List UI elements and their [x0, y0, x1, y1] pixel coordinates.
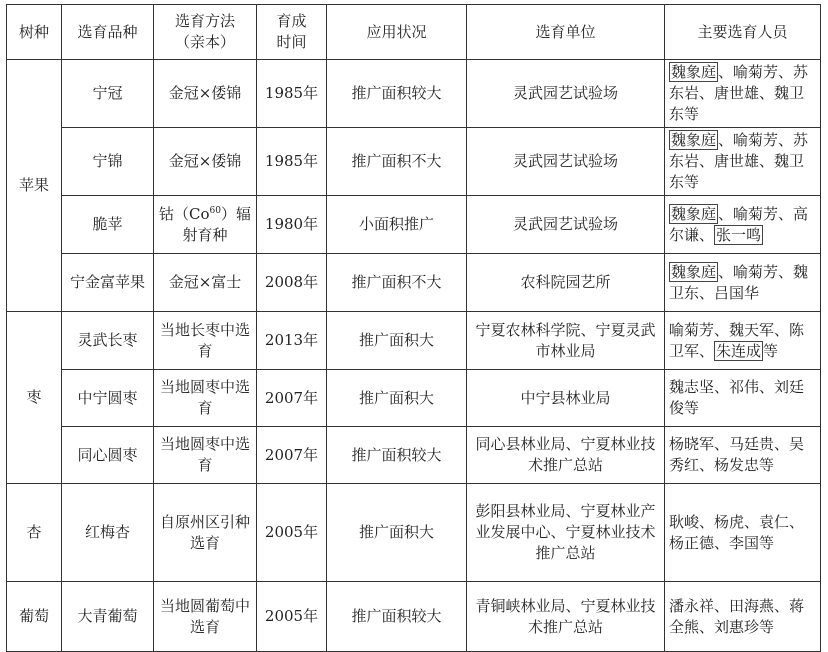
table-row [7, 484, 821, 582]
people-text: 耿峻、杨虎、袁仁、杨正德、李国等 [669, 512, 805, 552]
header-variety: 选育品种 [62, 5, 154, 60]
method-cell: 当地圆枣中选育 [154, 370, 257, 427]
people-text: 等 [763, 341, 779, 360]
breeding-varieties-table [6, 4, 821, 652]
header-unit: 选育单位 [467, 5, 665, 60]
method-cell: 金冠×富士 [154, 254, 257, 312]
header-people: 主要选育人员 [665, 5, 821, 60]
method-cell: 当地圆葡萄中选育 [154, 582, 257, 652]
variety-cell: 脆苹 [62, 196, 154, 254]
status-cell: 推广面积不大 [327, 128, 467, 196]
method-cell: 金冠×倭锦 [154, 60, 257, 128]
table-row [7, 254, 821, 312]
header-time: 育成时间 [257, 5, 327, 60]
header-row [7, 5, 821, 60]
unit-cell: 宁夏农林科学院、宁夏灵武市林业局 [467, 312, 665, 370]
method-cell: 钴（Co$^{60}$）辐射育种 [154, 196, 257, 254]
header-species: 树种 [7, 5, 62, 60]
boxed-name: 魏象庭 [671, 262, 717, 281]
time-cell: 2005年 [257, 484, 327, 582]
people-cell [665, 312, 821, 370]
people-text: 魏志坚、祁伟、刘廷俊等 [669, 378, 805, 417]
method-cell: 当地圆枣中选育 [154, 427, 257, 484]
variety-cell: 宁冠 [62, 60, 154, 128]
table-body [7, 60, 821, 652]
people-cell [665, 254, 821, 312]
people-text: 潘永祥、田海燕、蒋全熊、刘惠珍等 [669, 596, 805, 636]
method-cell: 当地长枣中选育 [154, 312, 257, 370]
time-cell: 2013年 [257, 312, 327, 370]
people-cell [665, 484, 821, 582]
variety-cell: 宁锦 [62, 128, 154, 196]
variety-cell: 宁金富苹果 [62, 254, 154, 312]
people-text: 杨晓军、马廷贵、吴秀红、杨发忠等 [669, 435, 805, 474]
time-cell: 2008年 [257, 254, 327, 312]
table-row [7, 312, 821, 370]
unit-cell: 彭阳县林业局、宁夏林业产业发展中心、宁夏林业技术推广总站 [467, 484, 665, 582]
status-cell: 推广面积大 [327, 484, 467, 582]
variety-cell: 红梅杏 [62, 484, 154, 582]
time-cell: 2005年 [257, 582, 327, 652]
table-row [7, 370, 821, 427]
table-row [7, 427, 821, 484]
unit-cell: 青铜峡林业局、宁夏林业技术推广总站 [467, 582, 665, 652]
table-row [7, 60, 821, 128]
status-cell: 推广面积大 [327, 312, 467, 370]
boxed-name: 魏象庭 [671, 63, 717, 81]
status-cell: 小面积推广 [327, 196, 467, 254]
people-cell [665, 128, 821, 196]
table-row [7, 128, 821, 196]
people-cell [665, 60, 821, 128]
people-text: 、喻菊芳、苏东岩、唐世雄、魏卫东等 [669, 131, 809, 191]
status-cell: 推广面积较大 [327, 582, 467, 652]
method-cell: 自原州区引种选育 [154, 484, 257, 582]
status-cell: 推广面积较大 [327, 427, 467, 484]
unit-cell: 灵武园艺试验场 [467, 60, 665, 128]
people-cell [665, 582, 821, 652]
header-method: 选育方法（亲本） [154, 5, 257, 60]
status-cell: 推广面积不大 [327, 254, 467, 312]
people-cell [665, 370, 821, 427]
unit-cell: 中宁县林业局 [467, 370, 665, 427]
boxed-name: 朱连成 [716, 341, 762, 360]
people-text: 、喻菊芳、苏东岩、唐世雄、魏卫东等 [669, 63, 809, 123]
variety-cell: 大青葡萄 [62, 582, 154, 652]
boxed-name: 魏象庭 [671, 204, 717, 223]
status-cell: 推广面积较大 [327, 60, 467, 128]
people-text: 、喻菊芳、高尔谦、 [669, 204, 809, 244]
isotope-superscript: 60 [209, 205, 221, 216]
unit-cell: 灵武园艺试验场 [467, 196, 665, 254]
boxed-name: 魏象庭 [671, 131, 717, 149]
unit-cell: 灵武园艺试验场 [467, 128, 665, 196]
unit-cell: 同心县林业局、宁夏林业技术推广总站 [467, 427, 665, 484]
header-status: 应用状况 [327, 5, 467, 60]
method-cell: 金冠×倭锦 [154, 128, 257, 196]
time-cell: 1985年 [257, 60, 327, 128]
time-cell: 1985年 [257, 128, 327, 196]
variety-cell: 同心圆枣 [62, 427, 154, 484]
people-text: 、喻菊芳、魏卫东、吕国华 [669, 262, 809, 302]
unit-cell: 农科院园艺所 [467, 254, 665, 312]
time-cell: 1980年 [257, 196, 327, 254]
variety-cell: 中宁圆枣 [62, 370, 154, 427]
species-cell: 苹果 [7, 60, 62, 312]
species-cell: 杏 [7, 484, 62, 582]
species-cell: 枣 [7, 312, 62, 484]
species-cell: 葡萄 [7, 582, 62, 652]
people-text: 喻菊芳、魏天军、陈卫军、 [669, 320, 805, 360]
people-cell [665, 427, 821, 484]
boxed-name: 张一鸣 [716, 225, 762, 244]
variety-cell: 灵武长枣 [62, 312, 154, 370]
people-cell [665, 196, 821, 254]
table-row [7, 582, 821, 652]
status-cell: 推广面积大 [327, 370, 467, 427]
time-cell: 2007年 [257, 370, 327, 427]
time-cell: 2007年 [257, 427, 327, 484]
table-row [7, 196, 821, 254]
